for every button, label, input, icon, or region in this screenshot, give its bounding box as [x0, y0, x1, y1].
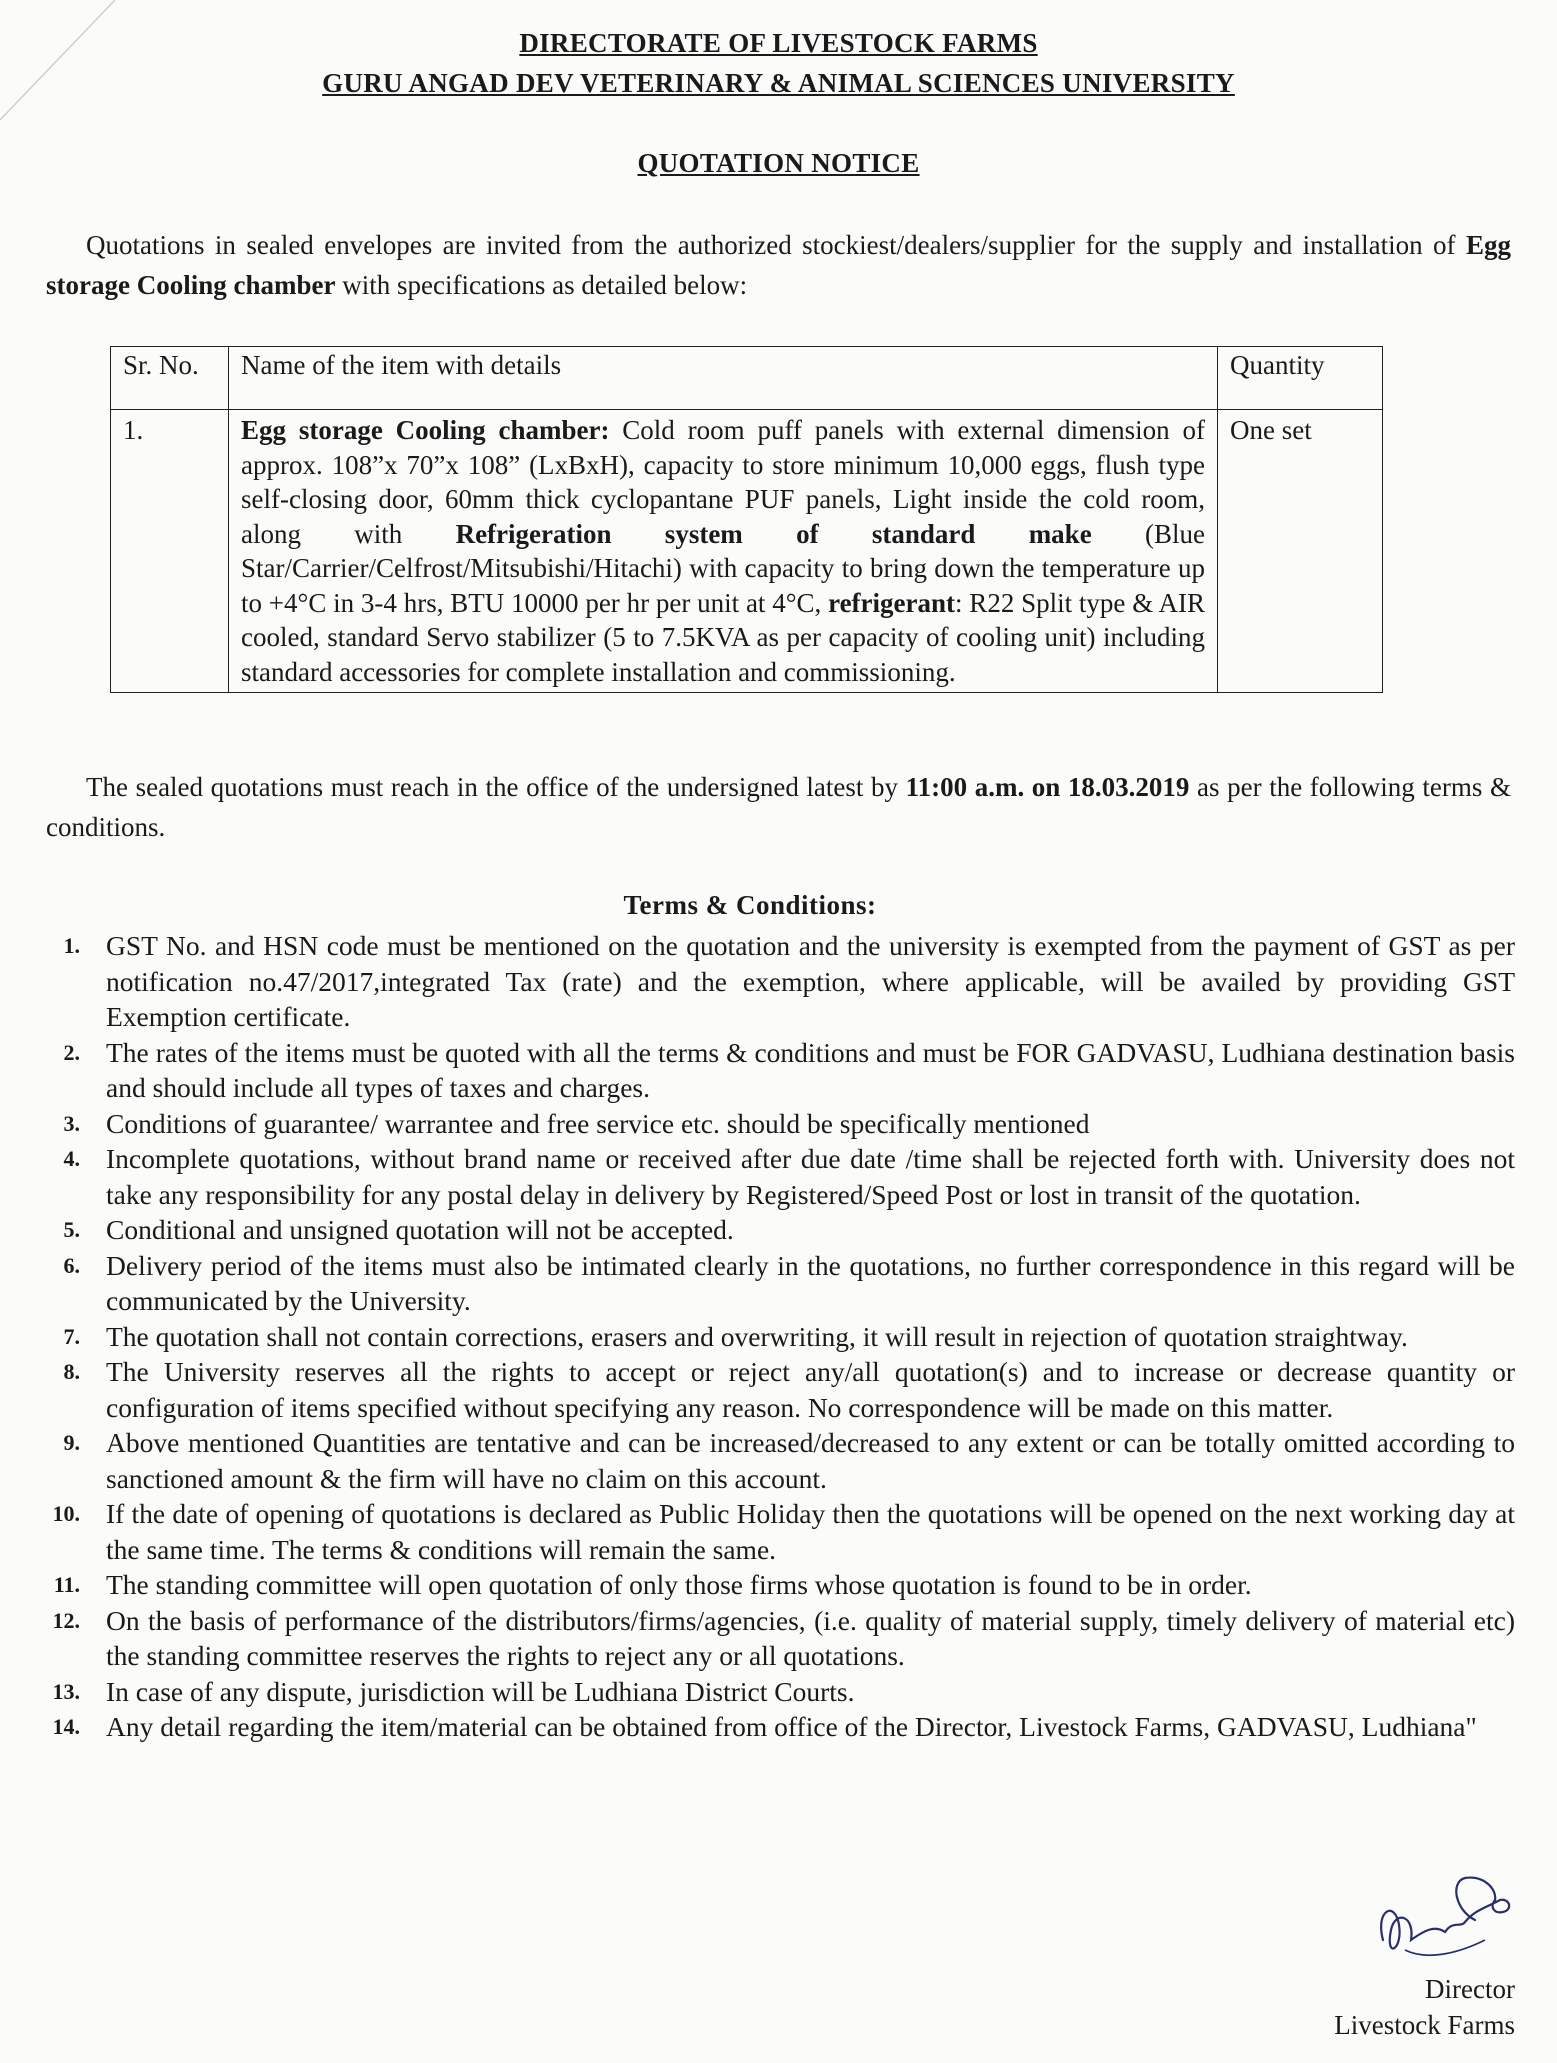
header-university: GURU ANGAD DEV VETERINARY & ANIMAL SCIENCES UNIVERSITY	[322, 68, 1235, 98]
header-item-name: Name of the item with details	[229, 347, 1218, 410]
list-item	[38, 1567, 1515, 1603]
term-text: The quotation shall not contain corrections, erasers and overwriting, it will result in rejection of quotation straightway.	[106, 1320, 1408, 1352]
term-text: The rates of the items must be quoted with all the terms & conditions and must be FOR GADVASU, Ludhiana destination basis and should include all types of taxes and charges.	[106, 1036, 1515, 1103]
term-text: Incomplete quotations, without brand name or received after due date /time shall be rejected forth with. University does not take any responsibility for any postal delay in delivery by Registered/Speed Post or lost in transit of the quotation.	[106, 1143, 1515, 1210]
item-refrigerant: refrigerant	[828, 587, 956, 618]
term-text: The University reserves all the rights to accept or reject any/all quotation(s) and to increase or decrease quantity or configuration of items specified without specifying any reason. No correspondence will be made on this matter.	[106, 1356, 1515, 1423]
term-number: 2.	[63, 1039, 80, 1065]
term-number: 1.	[63, 933, 80, 958]
list-item	[38, 1354, 1515, 1425]
header-directorate: DIRECTORATE OF LIVESTOCK FARMS	[519, 28, 1038, 58]
term-text: On the basis of performance of the distributors/firms/agencies, (i.e. quality of material supply, timely delivery of material etc) the standing committee reserves the rights to reject any or all quotations.	[106, 1604, 1515, 1671]
term-text: In case of any dispute, jurisdiction will be Ludhiana District Courts.	[106, 1675, 855, 1707]
term-text: Conditional and unsigned quotation will not be accepted.	[106, 1214, 734, 1245]
item-desc-1: Cold room puff panels with external dimension of approx. 108”x 70”x 108” (LxBxH), capacity to store minimum 10,000 eggs, flush type self-closing door, 60mm thick cyclopantane PUF panels, Light inside the cold room, along with	[241, 415, 1205, 549]
list-item	[38, 1141, 1515, 1212]
term-number: 3.	[63, 1110, 80, 1136]
intro-paragraph	[46, 225, 1511, 305]
director-signature	[1365, 1870, 1515, 1980]
intro-text-2: with specifications as detailed below:	[335, 270, 748, 300]
terms-title: Terms & Conditions:	[623, 890, 877, 920]
list-item	[38, 1709, 1515, 1745]
term-number: 9.	[63, 1430, 80, 1455]
term-number: 14.	[52, 1714, 80, 1739]
item-name: Egg storage Cooling chamber:	[241, 415, 610, 445]
signatory-designation: Director	[1425, 1974, 1515, 2004]
intro-item-name: Egg storage Cooling chamber	[46, 230, 1511, 300]
scan-corner-mark	[0, 0, 120, 130]
term-number: 11.	[53, 1572, 80, 1597]
table-header-row	[111, 347, 1383, 410]
list-item	[38, 1425, 1515, 1496]
term-text: If the date of opening of quotations is declared as Public Holiday then the quotations will be opened on the next working day at the same time. The terms & conditions will remain the same.	[106, 1498, 1515, 1565]
item-desc-3: : R22 Split type & AIR cooled, standard Servo stabilizer (5 to 7.5KVA as per capacity of cooling unit) including standard accessories for complete installation and commissioning.	[241, 587, 1206, 687]
term-text: GST No. and HSN code must be mentioned on the quotation and the university is exempted from the payment of GST as per notification no.47/2017,integrated Tax (rate) and the exemption, where applicable, will be availed by providing GST Exemption certificate.	[106, 930, 1515, 1032]
term-number: 6.	[63, 1252, 80, 1278]
term-number: 10.	[52, 1501, 80, 1526]
item-desc-2: (Blue Star/Carrier/Celfrost/Mitsubishi/Hitachi) with capacity to bring down the temperature up to +4°C in 3-4 hrs, BTU 10000 per hr per unit at 4°C,	[241, 518, 1205, 618]
list-item	[38, 1674, 1515, 1710]
term-text: Any detail regarding the item/material can be obtained from office of the Director, Livestock Farms, GADVASU, Ludhiana"	[106, 1711, 1477, 1742]
list-item	[38, 928, 1515, 1035]
cell-item-details	[229, 410, 1218, 693]
list-item	[38, 1319, 1515, 1355]
header-quantity: Quantity	[1218, 347, 1383, 410]
term-number: 5.	[63, 1217, 80, 1242]
list-item	[38, 1248, 1515, 1319]
item-refrigeration: Refrigeration system of standard make	[455, 518, 1092, 549]
signatory-office: Livestock Farms	[1334, 2010, 1515, 2040]
header-sr-no: Sr. No.	[111, 347, 229, 410]
deadline-text-1: The sealed quotations must reach in the office of the undersigned latest by	[86, 772, 906, 802]
notice-title: QUOTATION NOTICE	[637, 148, 920, 178]
list-item	[38, 1035, 1515, 1106]
deadline-paragraph	[46, 767, 1511, 847]
term-number: 13.	[52, 1678, 80, 1704]
list-item	[38, 1106, 1515, 1142]
deadline-text-2: as per the following terms & conditions.	[46, 772, 1511, 842]
term-text: The standing committee will open quotation of only those firms whose quotation is found to be in order.	[106, 1569, 1252, 1600]
list-item	[38, 1496, 1515, 1567]
terms-list	[38, 928, 1515, 1745]
term-text: Delivery period of the items must also be intimated clearly in the quotations, no further correspondence in this regard will be communicated by the University.	[106, 1249, 1515, 1316]
term-number: 8.	[63, 1359, 80, 1384]
term-number: 4.	[63, 1146, 80, 1171]
deadline-date: 11:00 a.m. on 18.03.2019	[905, 772, 1190, 802]
list-item	[38, 1212, 1515, 1248]
cell-sr-no: 1.	[111, 410, 229, 693]
term-text: Conditions of guarantee/ warrantee and free service etc. should be specifically mentioned	[106, 1107, 1090, 1139]
cell-quantity: One set	[1218, 410, 1383, 693]
term-text: Above mentioned Quantities are tentative and can be increased/decreased to any extent or can be totally omitted according to sanctioned amount & the firm will have no claim on this account.	[106, 1427, 1515, 1494]
specification-table	[110, 346, 1383, 693]
term-number: 7.	[63, 1323, 80, 1349]
term-number: 12.	[52, 1607, 80, 1633]
intro-text-1: Quotations in sealed envelopes are invited from the authorized stockiest/dealers/supplier for the supply and installation of	[86, 230, 1466, 260]
table-row	[111, 410, 1383, 693]
list-item	[38, 1603, 1515, 1674]
